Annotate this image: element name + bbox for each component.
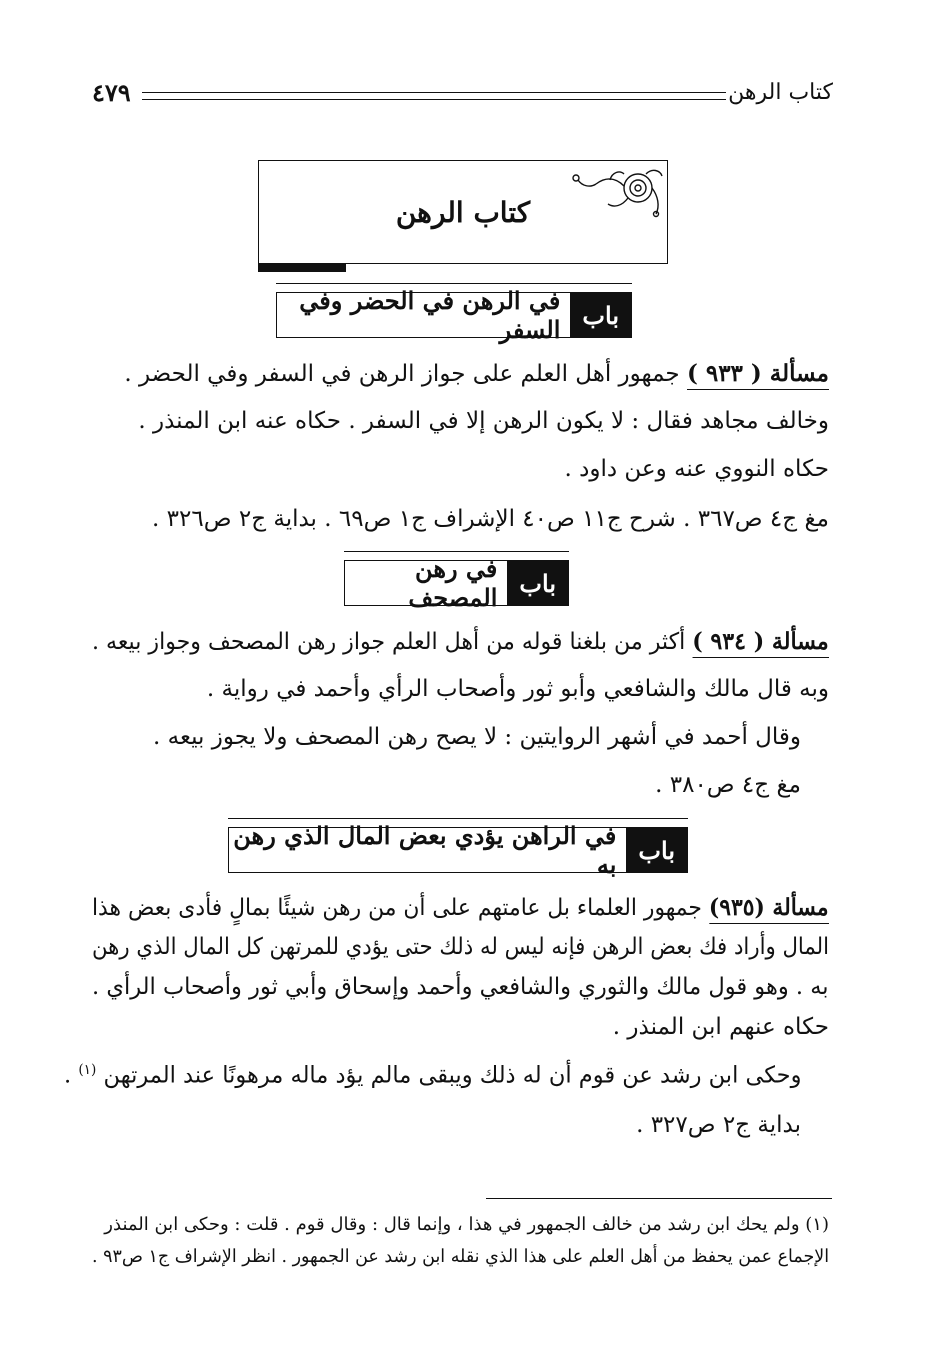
issue-935-line-2: المال وأراد فك بعض الرهن فإنه ليس له ذلك حتى يؤدي للمرتهن كل المال الذي رهن: [91, 934, 829, 960]
issue-935-references: بداية ج٢ ص٣٢٧ .: [636, 1112, 801, 1138]
issue-933-line-3: حكاه النووي عنه وعن داود .: [564, 456, 829, 482]
issue-934-line-3: وقال أحمد في أشهر الروايتين : لا يصح رهن المصحف ولا يجوز بيعه .: [153, 724, 801, 750]
chapter-top-rule: [344, 551, 569, 552]
header-rule: [142, 92, 726, 100]
chapter-title: في الراهن يؤدي بعض المال الذي رهن به: [233, 821, 617, 879]
chapter-heading-1: [276, 286, 632, 344]
chapter-title: في رهن المصحف: [408, 554, 498, 612]
issue-935-line-4: حكاه عنهم ابن المنذر .: [612, 1014, 829, 1040]
issue-935-line-3: به . وهو قول مالك والثوري والشافعي وأحمد وإسحاق وأبي ثور وأصحاب الرأي .: [92, 974, 829, 1000]
chapter-label: باب: [626, 828, 687, 872]
chapter-top-rule: [276, 283, 632, 284]
issue-935-text-1: جمهور العلماء بل عامتهم على أن من رهن شيئًا بمالٍ فأدى بعض هذا: [92, 895, 703, 921]
footnote-rule: [486, 1198, 832, 1199]
issue-934-line-1: [92, 628, 829, 655]
issue-933-heading: مسألة ( ٩٣٣ ): [687, 360, 829, 390]
issue-935-line-5: [64, 1062, 801, 1089]
issue-933-references: مغ ج٤ ص٣٦٧ . شرح ج١١ ص٤٠ الإشراف ج١ ص٦٩ . بداية ج٢ ص٣٢٦ .: [152, 506, 829, 532]
chapter-label: باب: [570, 293, 631, 337]
issue-934-heading: مسألة ( ٩٣٤ ): [693, 628, 829, 658]
chapter-title: في الرهن في الحضر وفي السفر: [299, 286, 561, 344]
chapter-top-rule: [228, 818, 688, 819]
chapter-label: باب: [507, 561, 568, 605]
issue-934-text-1: أكثر من بلغنا قوله من أهل العلم جواز رهن المصحف وجواز بيعه .: [92, 629, 686, 655]
chapter-heading-2: [344, 554, 569, 612]
page-number: ٤٧٩: [92, 78, 131, 107]
issue-935-text-5-end: .: [63, 1062, 71, 1089]
chapter-heading-3: [228, 821, 688, 879]
footnote-line-2: الإجماع عمن يحفظ من أهل العلم على هذا الذي نقله ابن رشد عن الجمهور . انظر الإشراف ج١ ص٩٣ .: [91, 1246, 829, 1267]
issue-933-line-1: [124, 360, 829, 387]
issue-935-heading: مسألة (٩٣٥): [709, 894, 829, 924]
issue-935-text-5: وحكى ابن رشد عن قوم أن له ذلك ويبقى مالم يؤد ماله مرهونًا عند المرتهن: [103, 1062, 802, 1089]
issue-933-line-2: وخالف مجاهد فقال : لا يكون الرهن إلا في السفر . حكاه عنه ابن المنذر .: [138, 408, 829, 434]
footnote-marker[interactable]: (١): [77, 1062, 96, 1078]
issue-934-line-2: وبه قال مالك والشافعي وأبو ثور وأصحاب الرأي وأحمد في رواية .: [206, 676, 829, 702]
issue-933-text-1: جمهور أهل العلم على جواز الرهن في السفر وفي الحضر .: [124, 361, 680, 387]
book-title: كتاب الرهن: [395, 196, 531, 229]
book-title-frame-shadow: [258, 264, 346, 272]
footnote-line-1: (١) ولم يحك ابن رشد من خالف الجمهور في هذا ، وإنما قال : وقال قوم . قلت : وحكى ابن المنذر: [104, 1214, 829, 1235]
issue-934-references: مغ ج٤ ص٣٨٠ .: [655, 772, 801, 798]
running-header-title: كتاب الرهن: [728, 80, 833, 105]
issue-935-line-1: [92, 894, 829, 921]
